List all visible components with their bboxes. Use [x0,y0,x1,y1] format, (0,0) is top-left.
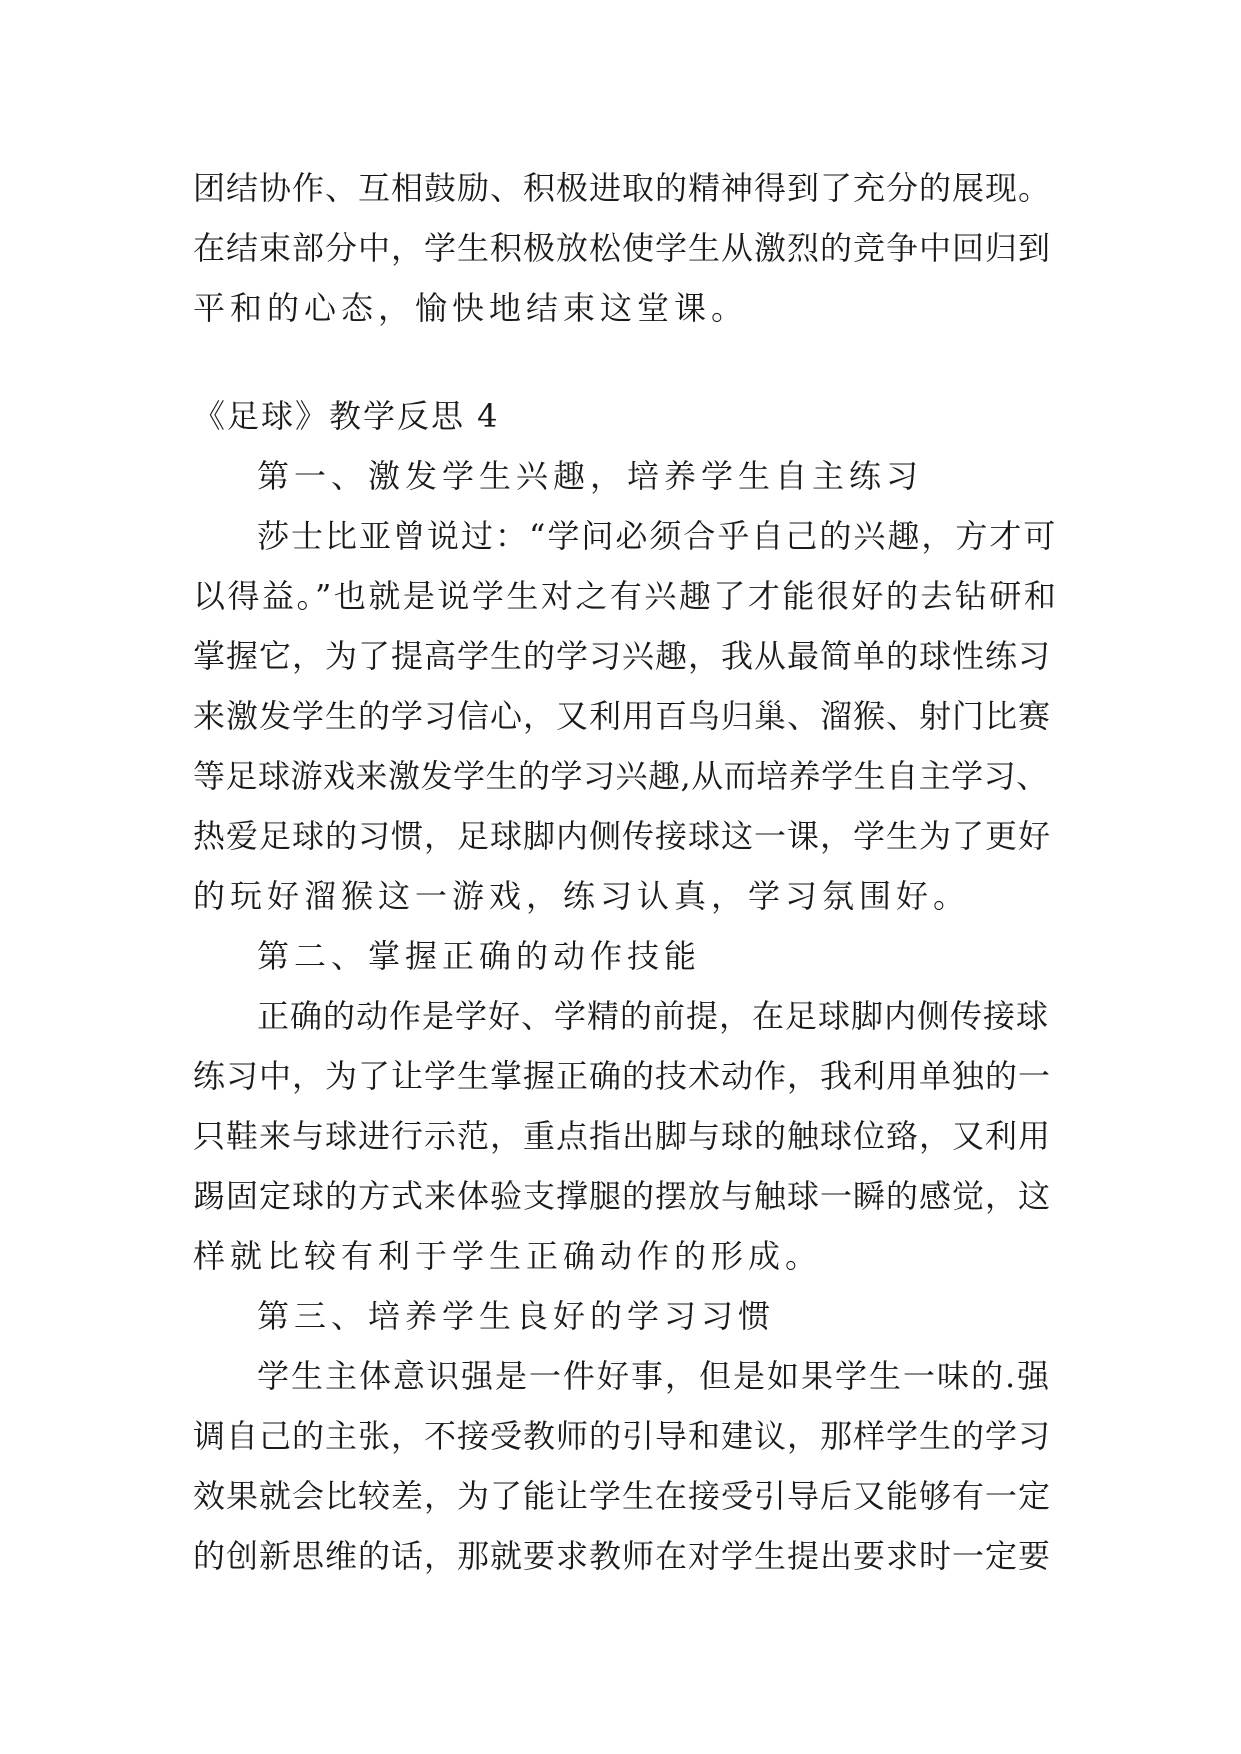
text-line: 样就比较有利于学生正确动作的形成。 [193,1237,823,1275]
text-line: 在结束部分中，学生积极放松使学生从激烈的竞争中回归到 [193,229,1052,267]
text-line: 效果就会比较差，为了能让学生在接受引导后又能够有一定 [193,1477,1052,1515]
text-line: 掌握它，为了提高学生的学习兴趣，我从最简单的球性练习 [193,637,1052,675]
text-line: 以得益。”也就是说学生对之有兴趣了才能很好的去钻研和 [193,577,1059,615]
text-line: 平和的心态，愉快地结束这堂课。 [193,289,749,327]
text-line: 踢固定球的方式来体验支撑腿的摆放与触球一瞬的感觉，这 [193,1177,1052,1215]
text-line: 热爱足球的习惯，足球脚内侧传接球这一课，学生为了更好 [193,817,1052,855]
text-line: 练习中，为了让学生掌握正确的技术动作，我利用单独的一 [193,1057,1052,1095]
text-line: 团结协作、互相鼓励、积极进取的精神得到了充分的展现。 [193,169,1052,207]
section-title: 《足球》教学反思 4 [193,397,500,435]
text-line: 正确的动作是学好、学精的前提，在足球脚内侧传接球 [257,997,1050,1035]
text-line: 等足球游戏来激发学生的学习兴趣,从而培养学生自主学习、 [193,757,1049,795]
text-line: 的玩好溜猴这一游戏，练习认真，学习氛围好。 [193,877,971,915]
text-line: 来激发学生的学习信心，又利用百鸟归巢、溜猴、射门比赛 [193,697,1052,735]
text-line: 的创新思维的话，那就要求教师在对学生提出要求时一定要 [193,1537,1052,1575]
subheading-1: 第一、激发学生兴趣，培养学生自主练习 [257,457,924,495]
subheading-3: 第三、培养学生良好的学习习惯 [257,1297,776,1335]
text-line: 学生主体意识强是一件好事，但是如果学生一味的.强 [257,1357,1052,1395]
text-line: 只鞋来与球进行示范，重点指出脚与球的触球位臵，又利用 [193,1117,1052,1155]
text-line: 莎士比亚曾说过：“学问必须合乎自己的兴趣，方才可 [257,517,1058,555]
subheading-2: 第二、掌握正确的动作技能 [257,937,702,975]
text-line: 调自己的主张，不接受教师的引导和建议，那样学生的学习 [193,1417,1052,1455]
